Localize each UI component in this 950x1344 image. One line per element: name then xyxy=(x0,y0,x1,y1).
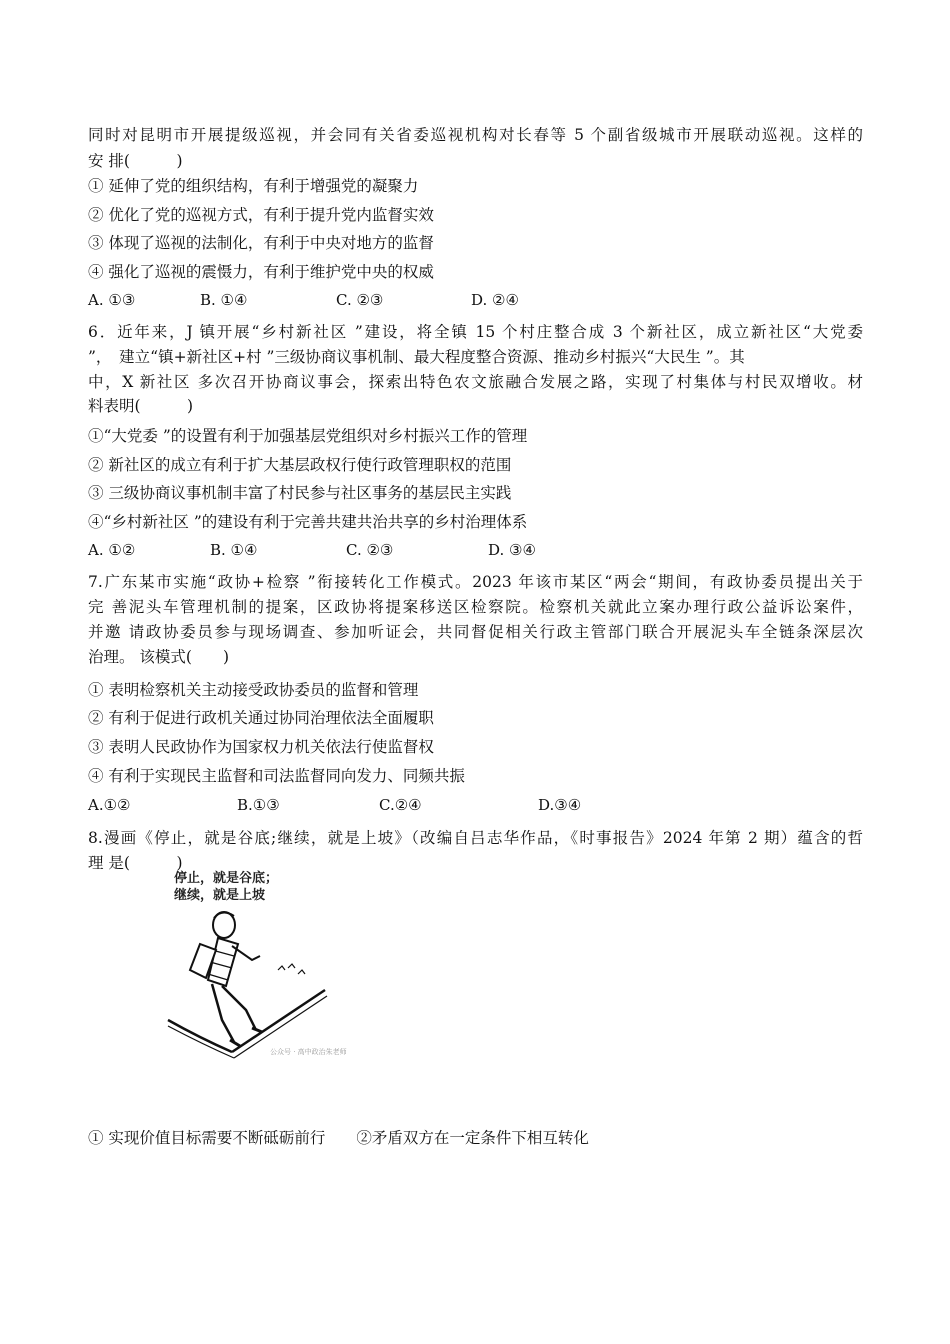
q6-stem-line-1: 6．近年来，J 镇开展“乡村新社区 ”建设，将全镇 15 个村庄整合成 3 个新社区，成立新社区“大党委 xyxy=(88,323,863,341)
q5-item-4: ④ 强化了巡视的震慑力，有利于维护党中央的权威 xyxy=(88,263,434,281)
cartoon-caption-line-1: 停止，就是谷底； xyxy=(174,871,279,886)
q7-option-d: D.③④ xyxy=(538,796,582,814)
q5-item-3: ③ 体现了巡视的法制化，有利于中央对地方的监督 xyxy=(88,234,434,252)
q7-item-3: ③ 表明人民政协作为国家权力机关依法行使监督权 xyxy=(88,738,434,756)
q7-option-b: B.①③ xyxy=(237,796,280,814)
q7-stem-line-3: 并邀 请政协委员参与现场调查、参加听证会，共同督促相关行政主管部门联合开展泥头车全链条深层次 xyxy=(88,623,863,641)
q8-stem-line-1: 8.漫画《停止，就是谷底;继续，就是上坡》（改编自吕志华作品，《时事报告》2024 年第 2 期）蕴含的哲 xyxy=(88,829,863,847)
q7-item-2: ② 有利于促进行政机关通过协同治理依法全面履职 xyxy=(88,709,434,727)
q8-answer-options: ① 实现价值目标需要不断砥砺前行 ②矛盾双方在一定条件下相互转化 xyxy=(88,1129,589,1147)
q6-option-c: C. ②③ xyxy=(346,541,394,559)
q7-stem-line-2: 完 善泥头车管理机制的提案，区政协将提案移送区检察院。检察机关就此立案办理行政公益诉讼案件， xyxy=(88,598,863,616)
q6-item-3: ③ 三级协商议事机制丰富了村民参与社区事务的基层民主实践 xyxy=(88,484,512,502)
q5-option-b: B. ①④ xyxy=(200,291,248,309)
q6-item-2: ② 新社区的成立有利于扩大基层政权行使行政管理职权的范围 xyxy=(88,456,512,474)
q7-option-c: C.②④ xyxy=(379,796,422,814)
q5-item-2: ② 优化了党的巡视方式，有利于提升党内监督实效 xyxy=(88,206,434,224)
q6-stem-line-3: 中，X 新社区 多次召开协商议事会，探索出特色农文旅融合发展之路，实现了村集体与村民双增收。材 xyxy=(88,373,863,391)
q7-stem-line-1: 7.广东某市实施“政协+检察 ”衔接转化工作模式。2023 年该市某区“两会“期间，有政协委员提出关于 xyxy=(88,573,863,591)
q5-option-c: C. ②③ xyxy=(336,291,384,309)
q8-stem-line-2: 理 是( ) xyxy=(88,854,183,872)
q6-stem-line-2: ”， 建立“镇+新社区+村 ”三级协商议事机制、最大程度整合资源、推动乡村振兴“大民生 ”。其 xyxy=(88,348,745,366)
q7-stem-line-4: 治理。 该模式( ) xyxy=(88,648,230,666)
q6-option-a: A. ①② xyxy=(88,541,136,559)
q6-item-1: ①“大党委 ”的设置有利于加强基层党组织对乡村振兴工作的管理 xyxy=(88,427,528,445)
q6-option-b: B. ①④ xyxy=(210,541,258,559)
cartoon-caption-line-2: 继续，就是上坡 xyxy=(174,888,266,903)
q5-stem-line-2: 安 排( ) xyxy=(88,152,183,170)
cartoon-figure xyxy=(160,870,347,1065)
cartoon-illustration xyxy=(160,870,347,1065)
q5-option-d: D. ②④ xyxy=(471,291,519,309)
q7-option-a: A.①② xyxy=(88,796,131,814)
q5-option-a: A. ①③ xyxy=(88,291,136,309)
q6-option-d: D. ③④ xyxy=(488,541,536,559)
q6-item-4: ④“乡村新社区 ”的建设有利于完善共建共治共享的乡村治理体系 xyxy=(88,513,528,531)
q5-item-1: ① 延伸了党的组织结构，有利于增强党的凝聚力 xyxy=(88,177,419,195)
q5-stem-line-1: 同时对昆明市开展提级巡视，并会同有关省委巡视机构对长春等 5 个副省级城市开展联动巡视。这样的 xyxy=(88,126,863,144)
watermark-text: 公众号 · 高中政治朱老师 xyxy=(270,1048,347,1056)
q7-item-4: ④ 有利于实现民主监督和司法监督同向发力、同频共振 xyxy=(88,767,465,785)
q6-stem-line-4: 料表明( ) xyxy=(88,397,194,415)
q7-item-1: ① 表明检察机关主动接受政协委员的监督和管理 xyxy=(88,681,419,699)
